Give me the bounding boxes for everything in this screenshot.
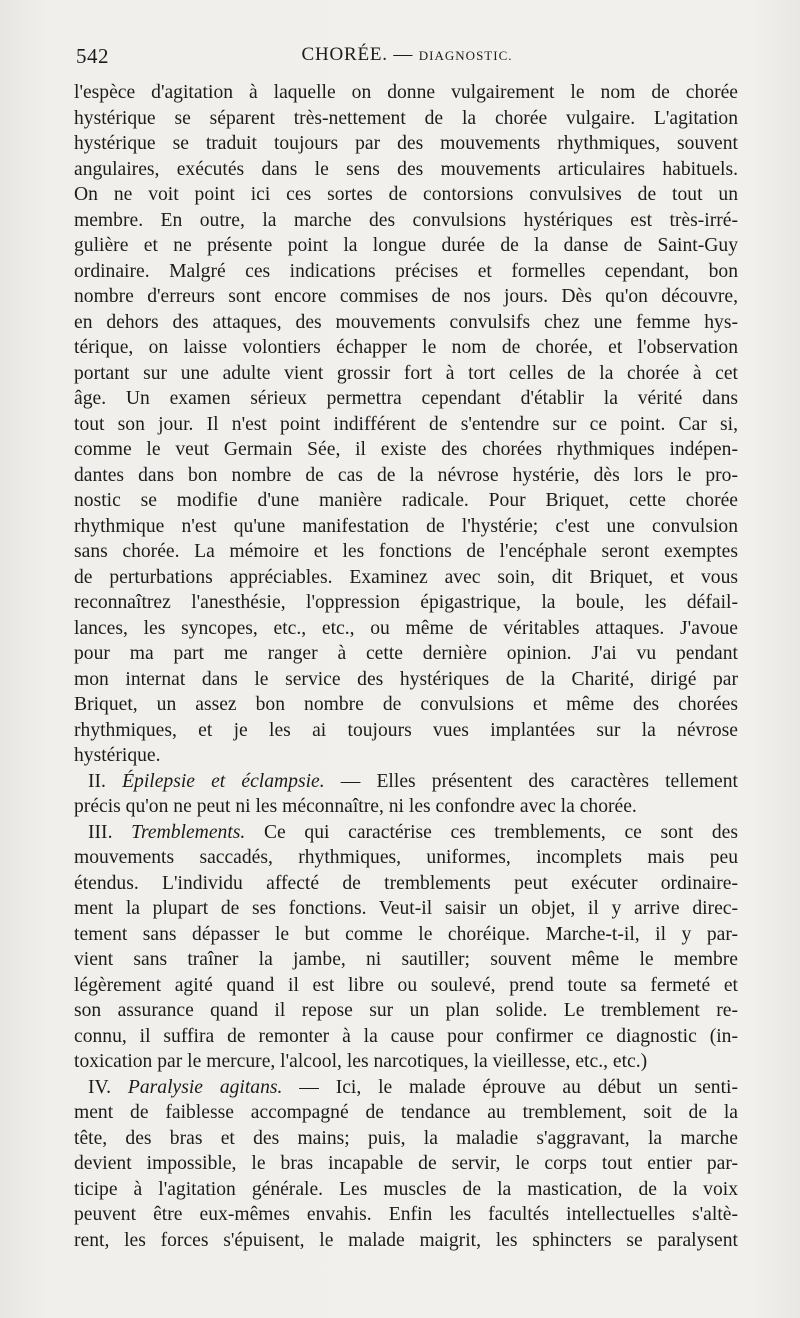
text-line: térique, on laisse volontiers échapper le nom de chorée, et l'observation	[74, 337, 738, 358]
text-line: ment la plupart de ses fonctions. Veut-il saisir un objet, il y arrive direc-	[74, 898, 738, 919]
text-line: Briquet, un assez bon nombre de convulsions et même des chorées	[74, 694, 738, 715]
text-line: mon internat dans le service des hystériques de la Charité, dirigé par	[74, 668, 738, 690]
section-first-line	[74, 769, 738, 795]
section-lines	[74, 1100, 738, 1253]
text-line: peuvent être eux-mêmes envahis. Enfin les facultés intellectuelles s'altè-	[74, 1204, 738, 1225]
paragraph-chorea-hysteria	[74, 80, 738, 769]
text-line: angulaires, exécutés dans le sens des mouvements articulaires habituels.	[74, 158, 738, 180]
text-line: nombre d'erreurs sont encore commises de nos jours. Dès qu'on découvre,	[74, 286, 738, 307]
running-title	[76, 44, 738, 66]
text-line: précis qu'on ne peut ni les méconnaître, ni les confondre avec la chorée.	[74, 796, 637, 817]
text-line: rent, les forces s'épuisent, le malade maigrit, les sphincters se paralysent	[74, 1229, 738, 1251]
text-line: dantes dans bon nombre de cas de la névrose hystérie, dès lors le pro-	[74, 464, 738, 486]
text-line: âge. Un examen sérieux permettra cependant d'établir la vérité dans	[74, 388, 738, 409]
section-heading: Tremblements.	[131, 821, 246, 843]
text-line: ticipe à l'agitation générale. Les muscles de la mastication, de la voix	[74, 1178, 738, 1200]
text-line: gulière et ne présente point la longue durée de la danse de Saint-Guy	[74, 235, 738, 256]
text-line: tement sans dépasser le but comme le choréique. Marche-t-il, il y par-	[74, 923, 738, 945]
text-line: devient impossible, le bras incapable de servir, le corps tout entier par-	[74, 1153, 738, 1174]
section-heading: Épilepsie et éclampsie.	[122, 770, 325, 792]
text-line: étendus. L'individu affecté de tremblements peut exécuter ordinaire-	[74, 872, 738, 894]
section-paralysis-agitans	[74, 1075, 738, 1254]
text-line: rhythmiques, et je les ai toujours vues implantées sur la névrose	[74, 719, 738, 741]
text-line: tout son jour. Il n'est point indifférent de s'entendre sur ce point. Car si,	[74, 413, 738, 435]
section-first-line-text: Ce qui caractérise ces tremblements, ce sont des	[263, 821, 738, 843]
text-line: rhythmique n'est qu'une manifestation de l'hystérie; c'est une convulsion	[74, 515, 738, 537]
section-heading: Paralysie agitans.	[127, 1076, 283, 1098]
section-first-line-text: — Elles présentent des caractères tellement	[340, 770, 738, 792]
text-line: membre. En outre, la marche des convulsions hystériques est très-irré-	[74, 209, 738, 231]
text-line: nostic se modifie d'une manière radicale. Pour Briquet, cette chorée	[74, 490, 738, 511]
text-line: l'espèce d'agitation à laquelle on donne vulgairement le nom de chorée	[74, 82, 738, 103]
text-line: hystérique se séparent très-nettement de la chorée vulgaire. L'agitation	[74, 107, 738, 129]
text-line: pour ma part me ranger à cette dernière opinion. J'ai vu pendant	[74, 643, 738, 664]
running-head	[76, 44, 738, 74]
text-line: hystérique se traduit toujours par des mouvements rhythmiques, souvent	[74, 133, 738, 154]
text-line: de perturbations appréciables. Examinez avec soin, dit Briquet, et vous	[74, 566, 738, 588]
section-first-line-text: — Ici, le malade éprouve au début un senti-	[299, 1076, 739, 1098]
text-line: toxication par le mercure, l'alcool, les narcotiques, la vieillesse, etc., etc.)	[74, 1051, 648, 1072]
text-line: vient sans traîner la jambe, ni sautiller; souvent même le membre	[74, 949, 738, 970]
text-line: tête, des bras et des mains; puis, la maladie s'aggravant, la marche	[74, 1127, 738, 1149]
text-line: lances, les syncopes, etc., etc., ou même de véritables attaques. J'avoue	[74, 617, 738, 639]
text-line: portant sur une adulte vient grossir fort à tort celles de la chorée à cet	[74, 362, 738, 384]
text-line: connu, il suffira de remonter à la cause pour confirmer ce diagnostic (in-	[74, 1025, 738, 1047]
text-line: reconnaîtrez l'anesthésie, l'oppression épigastrique, la boule, les défail-	[74, 592, 738, 613]
text-line: son assurance quand il repose sur un plan solide. Le tremblement re-	[74, 1000, 738, 1021]
text-line: mouvements saccadés, rhythmiques, uniformes, incomplets mais peu	[74, 847, 738, 868]
text-line: ment de faiblesse accompagné de tendance au tremblement, soit de la	[74, 1102, 738, 1123]
section-first-line	[74, 820, 738, 846]
text-line: sans chorée. La mémoire et les fonctions de l'encéphale seront exemptes	[74, 541, 738, 562]
section-first-line	[74, 1075, 738, 1101]
text-line: ordinaire. Malgré ces indications précises et formelles cependant, bon	[74, 260, 738, 282]
text-line: On ne voit point ici ces sortes de contorsions convulsives de tout un	[74, 184, 738, 205]
text-line: hystérique.	[74, 745, 161, 766]
page-number: 542	[76, 44, 109, 68]
text-line: légèrement agité quand il est libre ou soulevé, prend toute sa fermeté et	[74, 974, 738, 996]
section-lines	[74, 794, 738, 820]
section-lines	[74, 845, 738, 1075]
section-numeral: II.	[88, 770, 106, 792]
section-epilepsy	[74, 769, 738, 820]
body-text	[74, 80, 738, 1253]
section-tremors	[74, 820, 738, 1075]
text-line: comme le veut Germain Sée, il existe des chorées rhythmiques indépen-	[74, 439, 738, 460]
title-separator: —	[393, 44, 414, 65]
section-numeral: IV.	[88, 1076, 112, 1098]
text-line: en dehors des attaques, des mouvements convulsifs chez une femme hys-	[74, 311, 738, 333]
section-subtitle: DIAGNOSTIC.	[418, 48, 513, 63]
section-numeral: III.	[88, 821, 113, 843]
chapter-title: CHORÉE.	[301, 44, 388, 65]
